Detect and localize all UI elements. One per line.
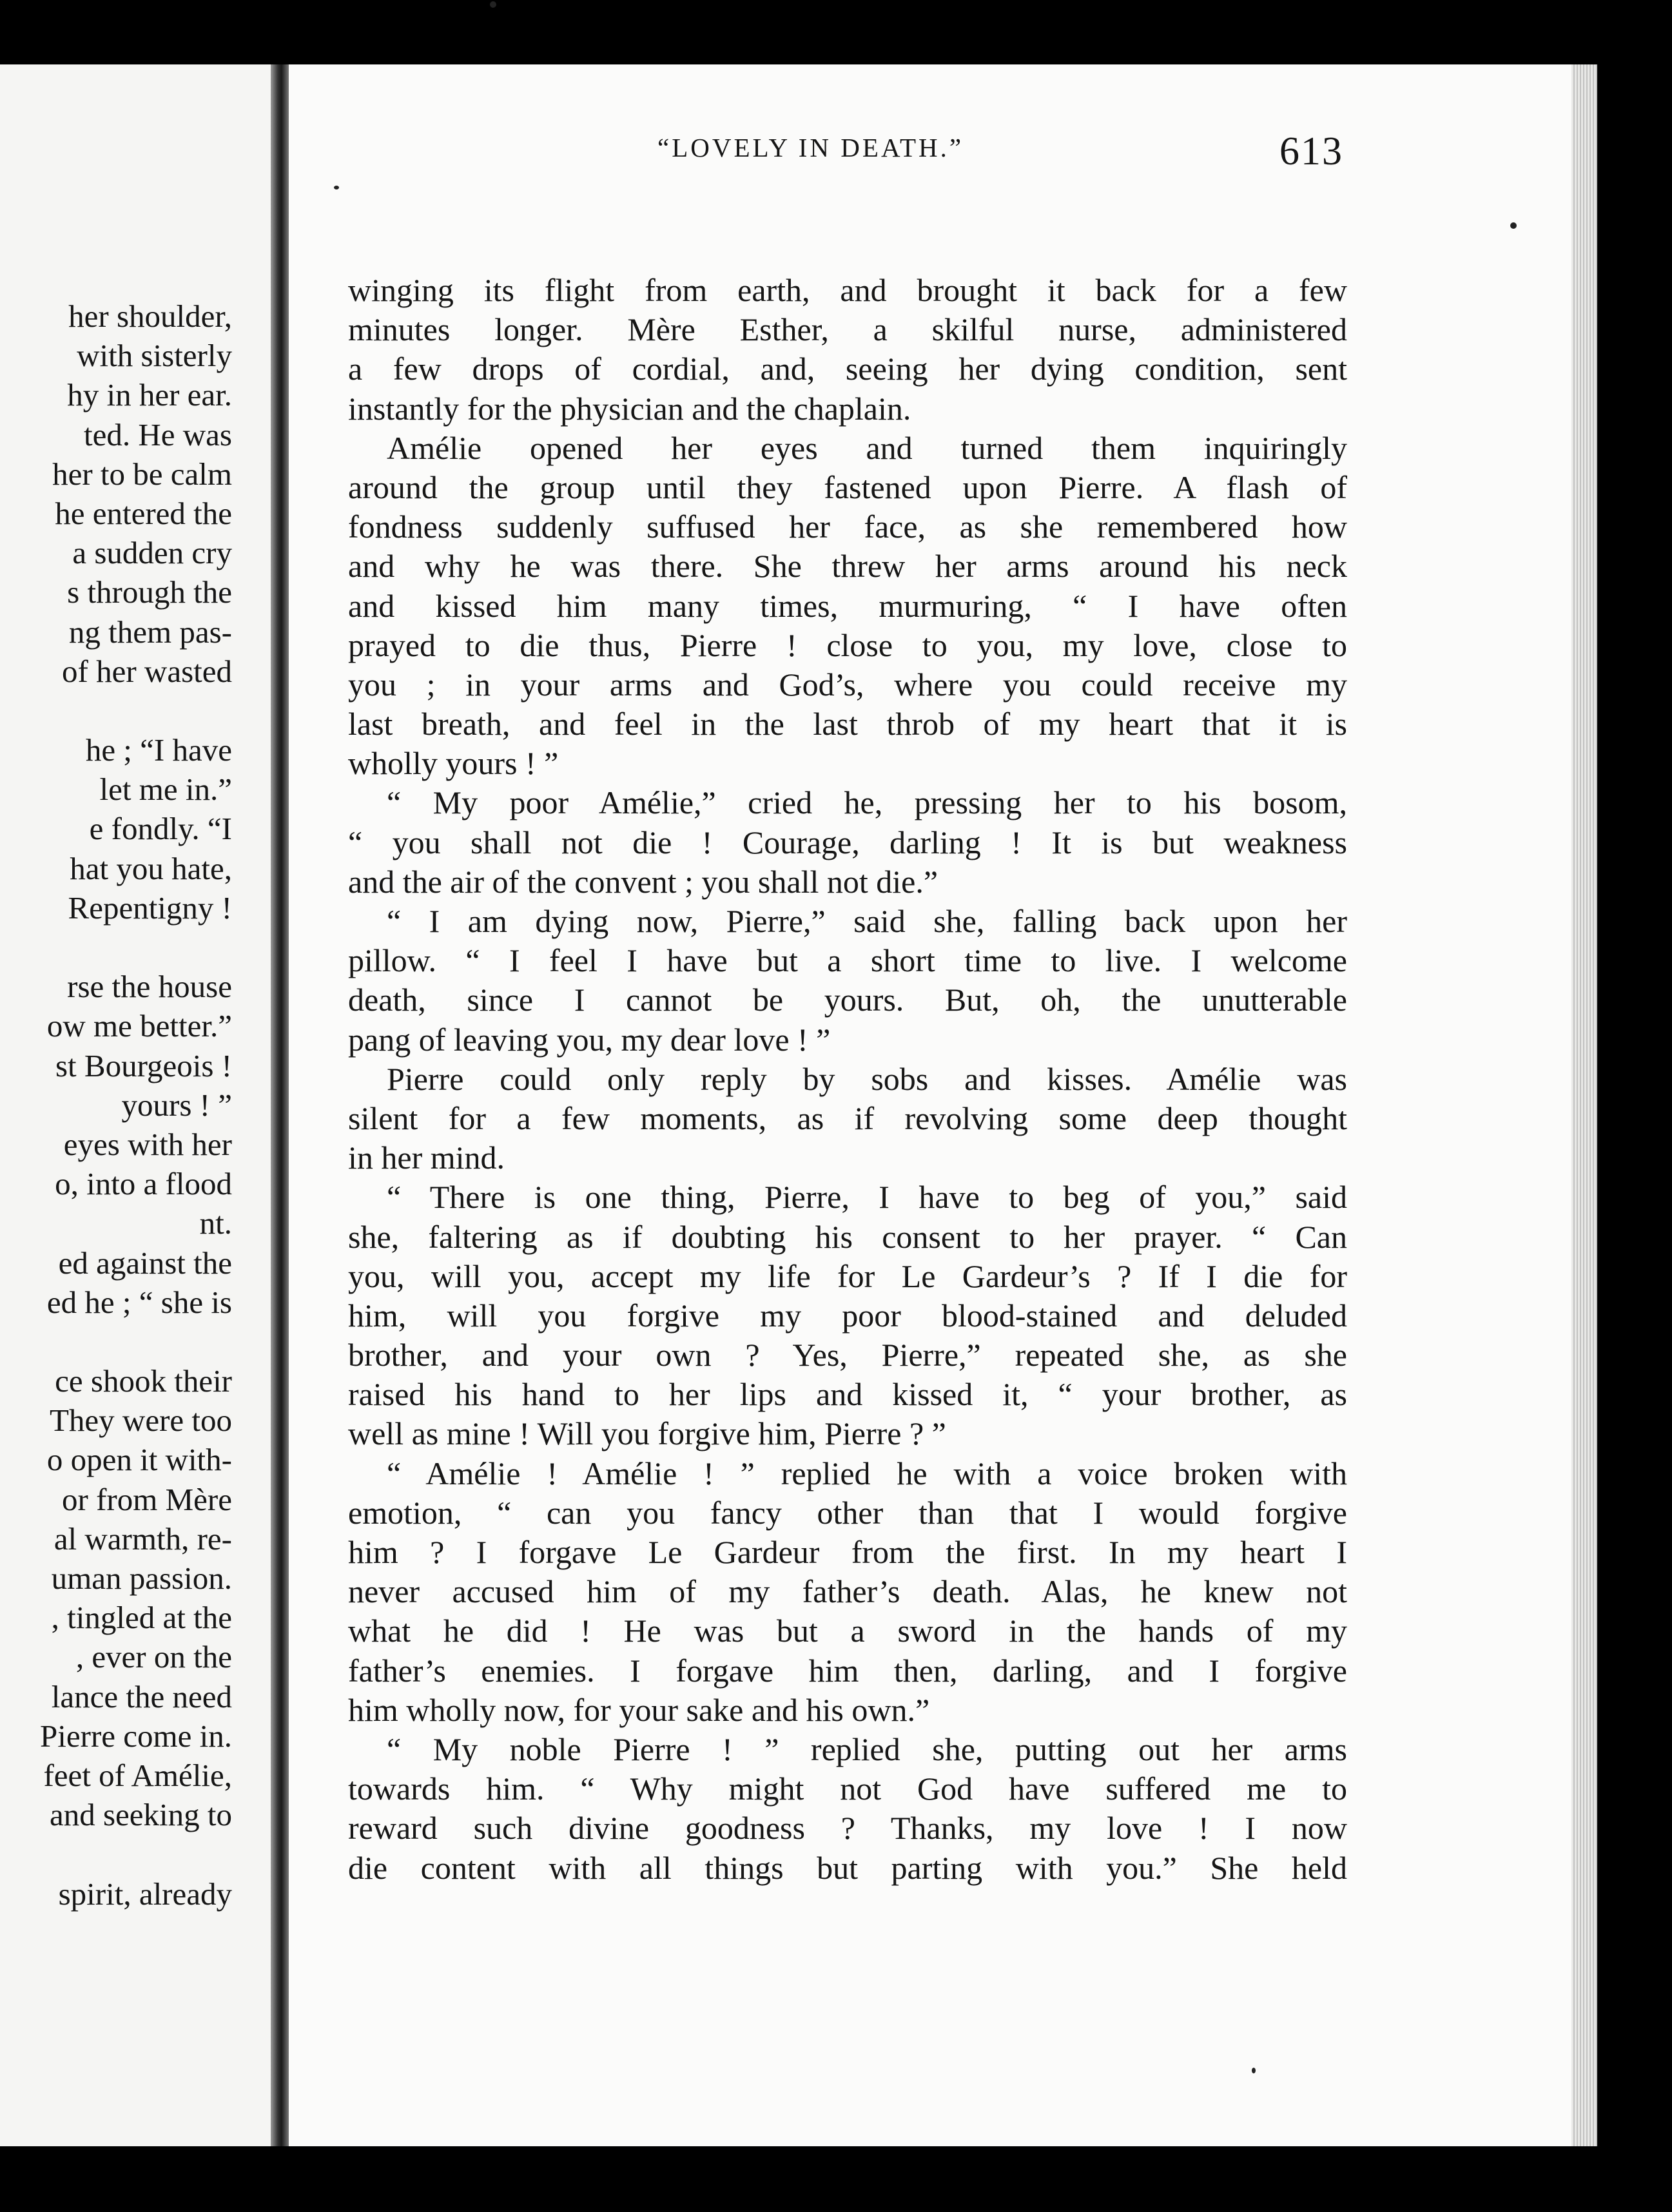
left-page-line: or from Mère [62,1481,232,1517]
text-line: “ Amélie ! Amélie ! ” replied he with a voice broken with [387,1455,1347,1491]
text-line: emotion, “ can you fancy other than that I would forgive [348,1494,1347,1531]
text-line: silent for a few moments, as if revolving some deep thought [348,1100,1347,1136]
text-line: towards him. “ Why might not God have suffered me to [348,1771,1347,1807]
left-page-line: o open it with- [46,1442,232,1478]
text-line: what he did ! He was but a sword in the hands of my [348,1613,1347,1649]
text-line: pang of leaving you, my dear love ! ” [348,1021,831,1058]
text-line: brother, and your own ? Yes, Pierre,” repeated she, as she [348,1337,1347,1373]
left-page-line: ed he ; “ she is [46,1284,232,1320]
text-line: fondness suddenly suffused her face, as she remembered how [348,509,1347,545]
left-page-line: , tingled at the [51,1600,232,1636]
left-page-line: let me in.” [99,771,232,808]
text-line: death, since I cannot be yours. But, oh, the unutterable [348,982,1347,1018]
text-line: him, will you forgive my poor blood-stained and deluded [348,1297,1347,1334]
scan-speck [1510,222,1517,229]
left-page-line: eyes with her [63,1126,232,1162]
left-page-line: lance the need [51,1678,232,1714]
left-page-line: of her wasted [62,653,232,689]
text-line: you, will you, accept my life for Le Gardeur’s ? If I die for [348,1257,1347,1294]
left-page-line: her to be calm [52,456,232,492]
left-page-line: o, into a flood [55,1166,232,1202]
left-page-line: with sisterly [77,338,232,374]
text-line: raised his hand to her lips and kissed it, “ your brother, as [348,1376,1347,1413]
left-page-line: he entered the [55,495,232,531]
left-page-line: ed against the [58,1245,232,1281]
left-page-line: feet of Amélie, [43,1757,232,1793]
running-head: “LOVELY IN DEATH.” [657,133,964,162]
text-line: a few drops of cordial, and, seeing her dying condition, sent [348,351,1347,387]
left-page-line: Repentigny ! [68,889,232,926]
text-line: father’s enemies. I forgave him then, darling, and I forgive [348,1652,1347,1689]
left-page-line: he ; “I have [85,732,232,768]
text-line: Amélie opened her eyes and turned them inquiringly [387,429,1347,466]
text-line: Pierre could only reply by sobs and kisses. Amélie was [387,1060,1347,1097]
left-page-line: ow me better.” [46,1008,232,1044]
left-page-line: al warmth, re- [53,1520,232,1557]
left-page-line: yours ! ” [121,1087,232,1123]
left-page-line: and seeking to [49,1797,232,1833]
text-line: “ My noble Pierre ! ” replied she, putting out her arms [387,1731,1347,1767]
left-page-line: e fondly. “I [89,811,232,847]
left-page-line: rse the house [67,969,232,1005]
left-facing-page [0,64,271,2146]
text-line: wholly yours ! ” [348,745,559,782]
text-line: pillow. “ I feel I have but a short time to live. I welcome [348,942,1347,979]
text-line: “ My poor Amélie,” cried he, pressing her to his bosom, [387,784,1347,821]
left-page-line: uman passion. [51,1560,232,1596]
left-page-line: her shoulder, [68,298,232,334]
left-page-line: hat you hate, [70,850,232,886]
book-gutter [271,64,289,2146]
left-page-line: hy in her ear. [67,377,232,413]
text-line: you ; in your arms and God’s, where you could receive my [348,666,1347,703]
text-line: prayed to die thus, Pierre ! close to you, my love, close to [348,626,1347,663]
paragraph-gap [0,1322,232,1361]
left-page-line: st Bourgeois ! [55,1047,232,1083]
left-page-line: ng them pas- [68,614,232,650]
text-line: well as mine ! Will you forgive him, Pierre ? ” [348,1415,946,1452]
body-text [348,271,1347,1888]
left-page-line: Pierre come in. [40,1718,232,1754]
text-line: instantly for the physician and the chaplain. [348,390,911,427]
text-line: and the air of the convent ; you shall not die.” [348,863,938,900]
text-line: winging its flight from earth, and brought it back for a few [348,272,1347,308]
text-line: and kissed him many times, murmuring, “ I have often [348,587,1347,624]
text-line: in her mind. [348,1140,505,1176]
text-line: last breath, and feel in the last throb of my heart that it is [348,706,1347,742]
scan-speck [334,186,339,189]
text-line: “ There is one thing, Pierre, I have to beg of you,” said [387,1179,1347,1216]
text-line: him ? I forgave Le Gardeur from the first. In my heart I [348,1534,1347,1570]
page-edges [1571,64,1597,2146]
paragraph-gap [0,691,232,730]
scan-speck [1252,2068,1256,2073]
text-line: she, faltering as if doubting his consent to her prayer. “ Can [348,1218,1347,1255]
text-line: minutes longer. Mère Esther, a skilful nurse, administered [348,311,1347,348]
left-page-line: ted. He was [84,416,232,452]
text-line: around the group until they fastened upon Pierre. A flash of [348,469,1347,505]
paragraph-gap [0,1834,232,1874]
page-number: 613 [1279,130,1343,173]
text-line: “ I am dying now, Pierre,” said she, falling back upon her [387,903,1347,939]
left-page-line: spirit, already [58,1876,232,1912]
text-line: “ you shall not die ! Courage, darling ! It is but weakness [348,824,1347,860]
left-page-line: a sudden cry [72,535,232,571]
text-line: and why he was there. She threw her arms around his neck [348,548,1347,585]
paragraph-gap [0,927,232,967]
scan-speck [490,1,496,8]
text-line: never accused him of my father’s death. Alas, he knew not [348,1573,1347,1610]
text-line: him wholly now, for your sake and his own.” [348,1691,930,1728]
left-page-line: ce shook their [55,1363,232,1399]
left-page-line: They were too [50,1402,232,1439]
left-page-line: nt. [199,1205,232,1241]
left-page-line: s through the [67,574,232,610]
left-page-line: , ever on the [75,1639,232,1675]
text-line: reward such divine goodness ? Thanks, my love ! I now [348,1810,1347,1847]
text-line: die content with all things but parting with you.” She held [348,1849,1347,1886]
left-page-text [0,296,232,1914]
